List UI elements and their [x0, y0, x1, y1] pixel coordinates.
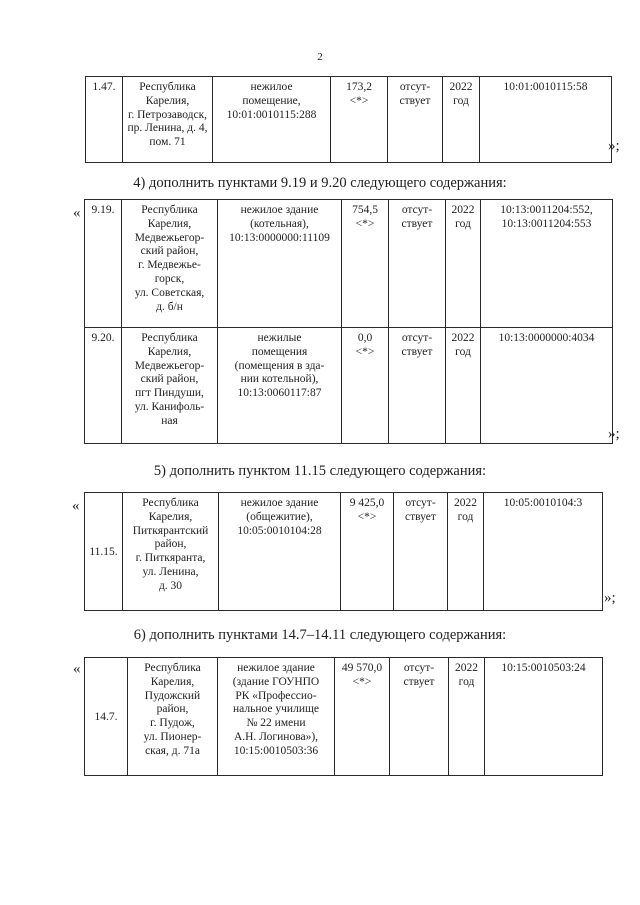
address-cell-line: пр. Ленина, д. 4,: [127, 122, 208, 135]
closing-quote: »;: [604, 590, 616, 606]
status-cell-line: ствует: [401, 217, 433, 230]
address-cell-line: ул. Пионер-: [143, 730, 202, 743]
year-cell-line: год: [457, 510, 474, 523]
status-cell-line: ствует: [405, 510, 436, 523]
area-cell-line: <*>: [352, 675, 372, 688]
year-cell-line: год: [455, 345, 471, 358]
address-cell-line: Карелия,: [145, 94, 190, 107]
area-cell: [335, 658, 390, 776]
object-cell-line: (котельная),: [250, 217, 309, 230]
object-cell-line: нежилые: [257, 332, 302, 344]
status-cell-line: отсут-: [401, 332, 433, 344]
heading-5: 5) дополнить пунктом 11.15 следующего содержания:: [153, 463, 487, 479]
area-cell-line: 0,0: [357, 332, 373, 344]
area-cell-line: 173,2: [346, 81, 372, 93]
object-cell-line: (здание ГОУНПО: [232, 675, 320, 688]
address-cell-line: Республика: [141, 204, 198, 216]
year-cell-line: 2022: [454, 497, 477, 509]
address-cell-line: Медвежьегор-: [134, 359, 205, 372]
table-row: [85, 658, 603, 776]
address-cell-line: Карелия,: [147, 217, 192, 230]
object-cell-line: нежилое здание: [240, 497, 319, 509]
object-cell-line: 10:15:0010503:36: [233, 744, 319, 757]
address-cell-line: пгт Пиндуши,: [135, 387, 204, 400]
year-cell: [446, 200, 481, 328]
address-cell-line: д. 30: [158, 579, 183, 592]
status-cell: [389, 328, 446, 444]
year-cell-line: 2022: [451, 204, 475, 216]
item-number: 14.7.: [85, 658, 128, 776]
status-cell-line: ствует: [403, 675, 435, 688]
object-cell: [213, 77, 331, 163]
address-cell-line: Медвежьегор-: [134, 231, 205, 244]
address-cell-line: Карелия,: [148, 510, 193, 523]
address-cell-line: Республика: [144, 662, 201, 674]
closing-quote: »;: [608, 426, 620, 442]
address-cell-line: ская, д. 71а: [145, 744, 200, 757]
cadastral-cell-line: 10:01:0010115:58: [503, 81, 588, 93]
cadastral-cell-line: 10:05:0010104:3: [503, 497, 583, 509]
address-cell-line: Карелия,: [150, 675, 195, 688]
status-cell-line: отсут-: [401, 204, 433, 216]
object-cell-line: нежилое здание: [237, 662, 315, 674]
object-cell-line: А.Н. Логинова»),: [233, 730, 319, 743]
address-cell-line: ский район,: [140, 245, 199, 258]
year-cell: [448, 493, 484, 611]
object-cell-line: нежилое здание: [240, 204, 319, 216]
address-cell-line: г. Пудож,: [150, 717, 195, 730]
status-cell: [389, 200, 446, 328]
address-cell-line: Республика: [139, 81, 196, 93]
page-number: 2: [317, 51, 323, 63]
status-cell: [390, 658, 449, 776]
address-cell-line: Карелия,: [147, 345, 192, 358]
status-cell-line: отсут-: [399, 81, 431, 93]
object-cell-line: помещение,: [242, 94, 301, 107]
item-number: 1.47.: [86, 77, 123, 163]
cadastral-cell-line: 10:13:0011204:552,: [500, 204, 593, 216]
address-cell-line: Пудожский: [144, 689, 201, 702]
year-cell: [443, 77, 480, 163]
area-cell-line: <*>: [355, 217, 375, 230]
cadastral-cell: [480, 77, 612, 163]
object-cell: [218, 658, 335, 776]
cadastral-cell-line: 10:13:0011204:553: [501, 217, 592, 230]
address-cell-line: горск,: [154, 272, 185, 285]
area-cell-line: 49 570,0: [341, 662, 383, 674]
address-cell: [123, 77, 213, 163]
object-cell-line: нии котельной),: [240, 373, 319, 386]
address-cell-line: г. Медвежье-: [138, 259, 201, 272]
table-1-47: [85, 76, 612, 163]
address-cell-line: г. Петрозаводск,: [127, 108, 208, 121]
status-cell-line: отсут-: [403, 662, 435, 674]
status-cell-line: ствует: [399, 94, 431, 107]
status-cell: [388, 77, 443, 163]
address-cell-line: район,: [156, 703, 189, 716]
table-9-19-9-20: [84, 199, 613, 444]
address-cell-line: ский район,: [140, 373, 199, 386]
year-cell-line: год: [455, 217, 471, 230]
cadastral-cell-line: 10:15:0010503:24: [501, 662, 586, 674]
address-cell-line: д. б/н: [156, 300, 183, 313]
year-cell-line: 2022: [451, 332, 475, 344]
year-cell: [446, 328, 481, 444]
cadastral-cell-line: 10:13:0000000:4034: [498, 332, 595, 344]
object-cell-line: (общежитие),: [246, 510, 313, 523]
heading-6: 6) дополнить пунктами 14.7–14.11 следующего содержания:: [133, 627, 507, 643]
item-number: 11.15.: [85, 493, 123, 611]
year-cell-line: 2022: [449, 81, 473, 93]
table-row: [86, 77, 612, 163]
year-cell: [449, 658, 485, 776]
heading-4: 4) дополнить пунктами 9.19 и 9.20 следующего содержания:: [133, 175, 507, 191]
address-cell-line: Республика: [142, 497, 199, 509]
address-cell-line: Питкярантский: [132, 524, 209, 537]
address-cell: [122, 328, 218, 444]
address-cell: [122, 200, 218, 328]
opening-quote: «: [73, 661, 81, 677]
opening-quote: «: [73, 205, 81, 221]
object-cell-line: нальное училище: [233, 703, 319, 716]
area-cell-line: <*>: [349, 94, 369, 107]
area-cell: [342, 328, 389, 444]
address-cell-line: ная: [161, 414, 178, 427]
address-cell-line: ул. Канифоль-: [134, 400, 205, 413]
cadastral-cell: [481, 328, 613, 444]
object-cell-line: (помещения в зда-: [234, 359, 325, 372]
status-cell: [394, 493, 448, 611]
object-cell-line: 10:05:0010104:28: [237, 524, 322, 537]
object-cell: [219, 493, 341, 611]
object-cell-line: 10:13:0060117:87: [237, 387, 322, 400]
opening-quote: «: [72, 498, 80, 514]
cadastral-cell: [485, 658, 603, 776]
object-cell: [218, 328, 342, 444]
area-cell: [341, 493, 394, 611]
area-cell: [342, 200, 389, 328]
status-cell-line: отсут-: [405, 497, 436, 509]
area-cell-line: <*>: [355, 345, 375, 358]
area-cell-line: 9 425,0: [349, 497, 385, 509]
address-cell: [128, 658, 218, 776]
object-cell-line: 10:13:0000000:11109: [229, 231, 330, 244]
closing-quote: »;: [608, 138, 620, 154]
address-cell-line: ул. Ленина,: [142, 565, 199, 578]
address-cell: [123, 493, 219, 611]
status-cell-line: ствует: [401, 345, 433, 358]
year-cell-line: 2022: [455, 662, 478, 674]
table-11-15: [84, 492, 603, 611]
object-cell-line: РК «Профессио-: [235, 689, 317, 702]
table-row: [85, 493, 603, 611]
cadastral-cell: [484, 493, 603, 611]
year-cell-line: год: [458, 675, 475, 688]
address-cell-line: г. Питкяранта,: [135, 552, 206, 565]
object-cell-line: нежилое: [250, 81, 293, 93]
table-row: [85, 200, 613, 328]
item-number: 9.19.: [85, 200, 122, 328]
address-cell-line: ул. Советская,: [134, 286, 205, 299]
address-cell-line: Республика: [141, 332, 198, 344]
area-cell: [331, 77, 388, 163]
area-cell-line: <*>: [357, 510, 377, 523]
year-cell-line: год: [453, 94, 469, 107]
address-cell-line: район,: [154, 538, 187, 551]
area-cell-line: 754,5: [352, 204, 378, 216]
cadastral-cell: [481, 200, 613, 328]
object-cell-line: № 22 имени: [246, 717, 306, 730]
table-row: [85, 328, 613, 444]
address-cell-line: пом. 71: [149, 136, 186, 149]
object-cell: [218, 200, 342, 328]
object-cell-line: помещения: [251, 345, 308, 358]
object-cell-line: 10:01:0010115:288: [226, 108, 317, 121]
table-14-7: [84, 657, 603, 776]
item-number: 9.20.: [85, 328, 122, 444]
